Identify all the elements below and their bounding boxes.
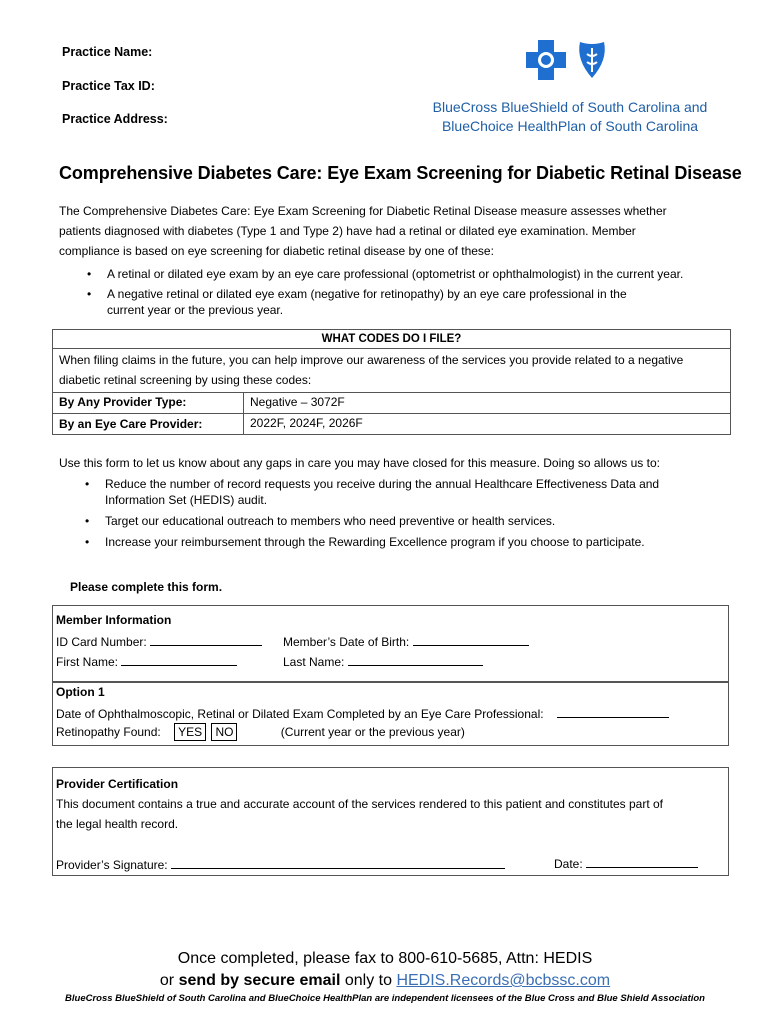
- disclaimer: BlueCross BlueShield of South Carolina and BlueChoice HealthPlan are independent licensees of the Blue Cross and Blue Shield Association: [65, 993, 705, 1004]
- member-info-heading: Member Information: [56, 613, 172, 627]
- list-item: [59, 476, 759, 508]
- option1-box: [52, 682, 729, 746]
- practice-tax-id-label: Practice Tax ID:: [62, 79, 155, 93]
- use-b1-line-1: Reduce the number of record requests you receive during the annual Healthcare Effectiveness Data and: [105, 477, 660, 491]
- page-title: Comprehensive Diabetes Care: Eye Exam Screening for Diabetic Retinal Disease: [59, 163, 742, 183]
- cert-date-field[interactable]: [554, 855, 698, 871]
- cert-date-input[interactable]: [586, 855, 698, 868]
- use-form-lead: Use this form to let us know about any gaps in care you may have closed for this measure. Doing so allows us to:: [59, 456, 660, 470]
- codes-desc-line-1: When filing claims in the future, you can help improve our awareness of the services you provide related to a negative: [59, 353, 684, 367]
- bullet2-line-2: current year or the previous year.: [107, 303, 284, 317]
- dob-label: Member’s Date of Birth:: [283, 635, 410, 649]
- please-complete: Please complete this form.: [70, 580, 223, 594]
- dob-input[interactable]: [413, 633, 529, 646]
- codes-desc-line-2: diabetic retinal screening by using these codes:: [59, 373, 312, 387]
- list-item: • A retinal or dilated eye exam by an eye care professional (optometrist or ophthalmologist) in the current year.: [59, 266, 759, 282]
- first-name-input[interactable]: [121, 653, 237, 666]
- yes-checkbox[interactable]: YES: [174, 723, 206, 741]
- email-link[interactable]: HEDIS.Records@bcbssc.com: [396, 972, 611, 989]
- fax-instructions: Once completed, please fax to 800-610-5685, Attn: HEDIS: [177, 950, 593, 967]
- provider-cert-text: [56, 794, 726, 834]
- retinopathy-field: [56, 723, 465, 741]
- last-name-input[interactable]: [348, 653, 483, 666]
- only-to-text: only to: [340, 972, 397, 989]
- first-name-label: First Name:: [56, 655, 119, 669]
- provider-cert-box: [52, 767, 729, 876]
- blue-shield-icon: [579, 42, 605, 78]
- id-card-input[interactable]: [150, 633, 262, 646]
- blue-cross-icon: [526, 40, 566, 80]
- id-card-label: ID Card Number:: [56, 635, 147, 649]
- code-row-label: By Any Provider Type:: [59, 395, 187, 409]
- list-item: • Target our educational outreach to members who need preventive or health services.: [59, 513, 759, 529]
- code-row-value: 2022F, 2024F, 2026F: [250, 416, 363, 430]
- dob-field[interactable]: [283, 633, 529, 649]
- last-name-field[interactable]: [283, 653, 483, 669]
- use-form-bullets: [59, 476, 759, 550]
- id-card-field[interactable]: [56, 633, 262, 649]
- signature-input[interactable]: [171, 856, 505, 869]
- send-secure-text: send by secure email: [178, 972, 341, 989]
- or-text: or: [159, 972, 179, 989]
- option1-heading: Option 1: [56, 685, 105, 699]
- intro-line-2: patients diagnosed with diabetes (Type 1 and Type 2) have had a retinal or dilated eye examination. Member: [59, 224, 636, 238]
- intro-paragraph: [59, 201, 749, 261]
- cert-line-2: the legal health record.: [56, 817, 179, 831]
- bcbs-logo: [524, 38, 616, 90]
- use-b1-line-2: Information Set (HEDIS) audit.: [105, 493, 268, 507]
- intro-line-3: compliance is based on eye screening for diabetic retinal disease by one of these:: [59, 244, 494, 258]
- intro-line-1: The Comprehensive Diabetes Care: Eye Exam Screening for Diabetic Retinal Disease measure assesses whether: [59, 204, 667, 218]
- exam-date-label: Date of Ophthalmoscopic, Retinal or Dilated Exam Completed by an Eye Care Professional:: [56, 707, 544, 721]
- last-name-label: Last Name:: [283, 655, 345, 669]
- no-checkbox[interactable]: NO: [211, 723, 237, 741]
- intro-bullets: [59, 266, 759, 318]
- list-item: [59, 286, 759, 318]
- exam-date-input[interactable]: [557, 705, 669, 718]
- practice-address-label: Practice Address:: [62, 112, 168, 126]
- first-name-field[interactable]: [56, 653, 237, 669]
- retinopathy-note: (Current year or the previous year): [280, 725, 465, 739]
- brand-line-2: BlueChoice HealthPlan of South Carolina: [441, 118, 699, 134]
- cert-date-label: Date:: [554, 857, 583, 871]
- codes-description: [59, 350, 729, 390]
- signature-label: Provider’s Signature:: [56, 858, 168, 872]
- brand-name: [420, 98, 720, 136]
- codes-heading: WHAT CODES DO I FILE?: [321, 333, 462, 345]
- code-row-value: Negative – 3072F: [250, 395, 345, 409]
- practice-name-label: Practice Name:: [62, 45, 153, 59]
- provider-cert-heading: Provider Certification: [56, 777, 179, 791]
- bullet2-line-1: A negative retinal or dilated eye exam (negative for retinopathy) by an eye care professional in the: [107, 287, 627, 301]
- code-row-label: By an Eye Care Provider:: [59, 417, 203, 431]
- codes-table: [52, 329, 731, 435]
- member-info-box: [52, 605, 729, 682]
- cert-line-1: This document contains a true and accurate account of the services rendered to this patient and constitutes part of: [56, 797, 664, 811]
- list-item: • Increase your reimbursement through the Rewarding Excellence program if you choose to participate.: [59, 534, 759, 550]
- retinopathy-label: Retinopathy Found:: [56, 725, 161, 739]
- brand-line-1: BlueCross BlueShield of South Carolina and: [432, 99, 708, 115]
- exam-date-field[interactable]: [56, 705, 669, 721]
- email-instructions: [0, 972, 770, 990]
- signature-field[interactable]: [56, 856, 505, 872]
